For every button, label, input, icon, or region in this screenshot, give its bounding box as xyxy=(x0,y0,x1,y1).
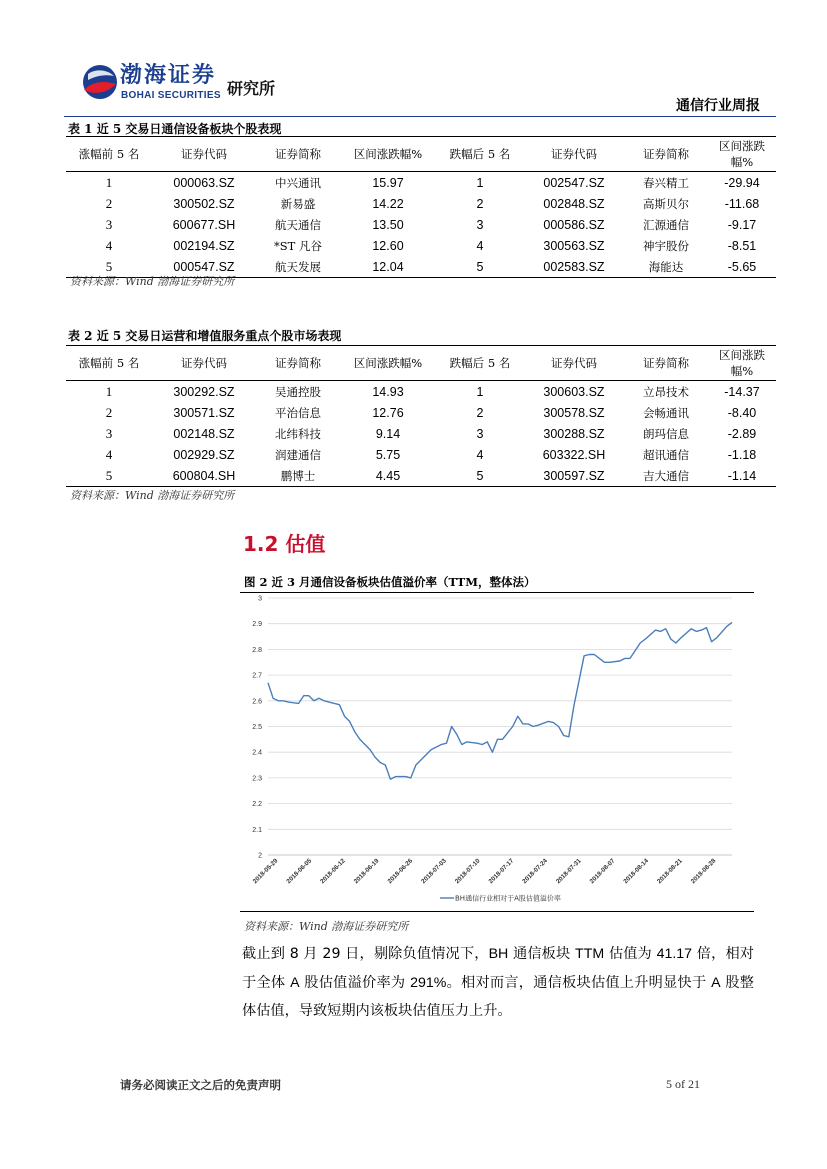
x-tick-label: 2018-05-29 xyxy=(251,857,280,886)
table-header-cell: 跌幅后 5 名 xyxy=(436,346,524,381)
table-header-cell: 证券简称 xyxy=(256,346,340,381)
table-cell: 300502.SZ xyxy=(173,196,235,211)
table-cell: 2 xyxy=(476,196,484,211)
section-heading: 1.2 估值 xyxy=(243,532,326,556)
table-cell: 吉大通信 xyxy=(624,465,708,487)
x-tick-label: 2018-06-19 xyxy=(352,857,381,886)
para-seg: 291% xyxy=(410,974,447,991)
table-cell: 北纬科技 xyxy=(275,426,321,441)
table-cell: -5.65 xyxy=(708,256,776,278)
table-cell: *ST 凡谷 xyxy=(274,238,322,253)
valuation-premium-chart xyxy=(240,594,754,910)
table-header-cell: 区间涨跌幅% xyxy=(708,346,776,381)
y-tick-label: 2.5 xyxy=(252,724,262,731)
table-header-cell: 区间涨跌幅% xyxy=(340,137,436,172)
table-cell: -14.37 xyxy=(724,384,760,399)
table1-source: 资料来源：Wind 渤海证券研究所 xyxy=(70,275,235,288)
table-cell: 3 xyxy=(476,217,484,232)
table-cell: 会畅通讯 xyxy=(643,405,689,420)
table-cell: 鹏博士 xyxy=(256,465,340,487)
table-cell: 3 xyxy=(105,425,113,441)
table-cell: 300292.SZ xyxy=(173,384,235,399)
para-seg: 估值为 xyxy=(604,946,657,962)
table-cell: 300571.SZ xyxy=(173,405,235,420)
table-cell: -2.89 xyxy=(727,426,757,441)
table-cell: 600804.SH xyxy=(152,465,256,487)
table-cell: 13.50 xyxy=(372,217,404,232)
table-cell: 12.04 xyxy=(340,256,436,278)
table-cell: 汇源通信 xyxy=(643,217,689,232)
table-cell: 14.22 xyxy=(372,196,404,211)
table2 xyxy=(66,345,776,487)
x-tick-label: 2018-07-17 xyxy=(487,857,516,886)
para-seg: A xyxy=(290,974,300,991)
table-cell: 12.76 xyxy=(372,405,404,420)
table-cell: 002148.SZ xyxy=(173,426,235,441)
table-cell: 000063.SZ xyxy=(173,175,235,190)
table-cell: 5 xyxy=(436,256,524,278)
table-cell: -1.18 xyxy=(727,447,757,462)
y-tick-label: 2.6 xyxy=(252,698,262,706)
header-divider xyxy=(64,116,776,117)
table-header-cell: 证券简称 xyxy=(624,346,708,381)
table-cell: 3 xyxy=(105,216,113,232)
table-header-cell: 证券简称 xyxy=(256,137,340,172)
table-row xyxy=(66,235,776,256)
table-row xyxy=(66,444,776,465)
table-cell: 朗玛信息 xyxy=(643,426,689,441)
table-header-cell: 证券代码 xyxy=(524,346,624,381)
para-seg: 。相对而言，通信板块估值上升明显快于 xyxy=(446,974,712,991)
para-seg: 截止到 8 月 29 日，剔除负值情况下， xyxy=(242,946,489,962)
y-tick-label: 2.1 xyxy=(252,826,262,834)
table-header-cell: 涨幅前 5 名 xyxy=(66,137,152,172)
y-tick-label: 2.3 xyxy=(252,775,262,783)
table-cell: 300597.SZ xyxy=(524,465,624,487)
x-tick-label: 2018-08-28 xyxy=(689,857,718,886)
table-cell: 海能达 xyxy=(624,256,708,278)
table-cell: -8.40 xyxy=(727,405,757,420)
table-cell: 航天发展 xyxy=(256,256,340,278)
y-tick-label: 2.4 xyxy=(252,749,262,757)
table-cell: 2 xyxy=(476,405,484,420)
figure-source: 资料来源：Wind 渤海证券研究所 xyxy=(244,920,409,933)
table-cell: 002194.SZ xyxy=(173,238,235,253)
table-cell: 4 xyxy=(105,237,113,253)
figure-top-rule xyxy=(240,592,754,593)
table1 xyxy=(66,136,776,278)
table-cell: -9.17 xyxy=(727,217,757,232)
table-cell: 002547.SZ xyxy=(543,175,605,190)
table-header-cell: 证券代码 xyxy=(152,346,256,381)
table-cell: 2 xyxy=(105,195,113,211)
x-tick-label: 2018-06-26 xyxy=(386,857,415,886)
x-tick-label: 2018-07-03 xyxy=(420,857,448,886)
logo-chinese-name: 渤海证券 xyxy=(120,62,217,88)
table-cell: 14.93 xyxy=(372,384,404,399)
table-cell: 4.45 xyxy=(340,465,436,487)
y-tick-label: 2.9 xyxy=(252,621,262,629)
table-cell: 300603.SZ xyxy=(543,384,605,399)
table-cell: 300563.SZ xyxy=(543,238,605,253)
table-cell: 4 xyxy=(105,446,113,462)
table-cell: 1 xyxy=(476,384,484,399)
report-type: 通信行业周报 xyxy=(676,98,760,114)
table-cell: 603322.SH xyxy=(542,447,606,462)
table-cell: 航天通信 xyxy=(275,217,321,232)
x-tick-label: 2018-08-07 xyxy=(588,857,617,886)
table-cell: 1 xyxy=(476,175,484,190)
table-cell: 4 xyxy=(476,238,484,253)
table-cell: 4 xyxy=(476,447,484,462)
para-seg: 通信板块 xyxy=(508,946,576,962)
table-header-cell: 跌幅后 5 名 xyxy=(436,137,524,172)
table-cell: 300578.SZ xyxy=(543,405,605,420)
table-cell: 超讯通信 xyxy=(643,447,689,462)
table-cell: -8.51 xyxy=(727,238,757,253)
y-tick-label: 2.2 xyxy=(252,801,262,809)
table-cell: 5 xyxy=(66,256,152,278)
table-cell: 1 xyxy=(105,383,113,399)
valuation-paragraph xyxy=(242,940,754,1026)
table-cell: 300288.SZ xyxy=(543,426,605,441)
table-cell: -11.68 xyxy=(724,196,760,211)
table-cell: 平治信息 xyxy=(275,405,321,420)
legend-label: BH通信行业相对于A股估值溢价率 xyxy=(455,894,561,903)
table-cell: 神宇股份 xyxy=(643,238,689,253)
table-cell: 吴通控股 xyxy=(275,384,321,399)
para-seg: TTM xyxy=(575,946,605,962)
y-tick-label: 2.8 xyxy=(252,646,262,654)
footer-disclaimer: 请务必阅读正文之后的免责声明 xyxy=(120,1078,281,1092)
y-tick-label: 3 xyxy=(258,595,262,603)
para-seg: 股估值溢价率为 xyxy=(299,974,411,991)
table-cell: 002929.SZ xyxy=(173,447,235,462)
table-cell: 中兴通讯 xyxy=(275,175,321,190)
table-cell: -29.94 xyxy=(724,175,760,190)
table-cell: 高斯贝尔 xyxy=(643,196,689,211)
table2-source: 资料来源：Wind 渤海证券研究所 xyxy=(70,489,235,502)
table-cell: 1 xyxy=(105,174,113,190)
institute-label: 研究所 xyxy=(227,79,276,98)
page-number: 5 of 21 xyxy=(666,1077,700,1091)
table-cell: 5.75 xyxy=(375,447,401,462)
x-tick-label: 2018-06-05 xyxy=(285,857,314,886)
table2-title: 表 2 近 5 交易日运营和增值服务重点个股市场表现 xyxy=(68,329,342,343)
x-tick-label: 2018-07-10 xyxy=(453,857,482,886)
table-cell: -1.14 xyxy=(708,465,776,487)
para-seg: 股整体估值，导致短期内该板块估值压力上升。 xyxy=(242,974,754,1019)
table-header-cell: 区间涨跌幅% xyxy=(708,137,776,172)
table-cell: 15.97 xyxy=(372,175,404,190)
x-tick-label: 2018-08-14 xyxy=(622,857,651,886)
table-header-cell: 证券代码 xyxy=(152,137,256,172)
table-cell: 5 xyxy=(436,465,524,487)
table-cell: 600677.SH xyxy=(172,217,236,232)
table-cell: 9.14 xyxy=(375,426,401,441)
company-logo-icon xyxy=(78,62,118,102)
para-seg: A xyxy=(711,974,721,991)
figure-title: 图 2 近 3 月通信设备板块估值溢价率（TTM，整体法） xyxy=(244,575,536,589)
table-header-cell: 证券代码 xyxy=(524,137,624,172)
table-cell: 3 xyxy=(476,426,484,441)
x-tick-label: 2018-07-24 xyxy=(521,857,549,886)
table-row xyxy=(66,214,776,235)
table-cell: 5 xyxy=(66,465,152,487)
table-row xyxy=(66,193,776,214)
table-cell: 000586.SZ xyxy=(543,217,605,232)
table-row xyxy=(66,381,776,403)
table-cell: 002583.SZ xyxy=(524,256,624,278)
x-tick-label: 2018-07-31 xyxy=(554,857,583,886)
table-header-cell: 证券简称 xyxy=(624,137,708,172)
table-header-cell: 涨幅前 5 名 xyxy=(66,346,152,381)
y-tick-label: 2 xyxy=(258,852,262,860)
table-row xyxy=(66,402,776,423)
table-cell: 润建通信 xyxy=(275,447,321,462)
table-row xyxy=(66,465,776,487)
table-cell: 立昂技术 xyxy=(643,384,689,399)
table1-title: 表 1 近 5 交易日通信设备板块个股表现 xyxy=(68,122,282,136)
table-cell: 春兴精工 xyxy=(643,175,689,190)
table-cell: 000547.SZ xyxy=(152,256,256,278)
x-tick-label: 2018-06-12 xyxy=(319,857,347,886)
table-row xyxy=(66,172,776,194)
table-row xyxy=(66,423,776,444)
table-header-cell: 区间涨跌幅% xyxy=(340,346,436,381)
figure-bottom-rule xyxy=(240,911,754,912)
y-tick-label: 2.7 xyxy=(252,672,262,680)
x-tick-label: 2018-08-21 xyxy=(655,857,684,886)
table-cell: 002848.SZ xyxy=(543,196,605,211)
table-cell: 2 xyxy=(105,404,113,420)
para-seg: 41.17 xyxy=(656,946,693,962)
table-cell: 12.60 xyxy=(372,238,404,253)
logo-english-name: BOHAI SECURITIES xyxy=(121,90,221,101)
table-cell: 新易盛 xyxy=(280,196,316,211)
para-seg: 倍，相对于全体 xyxy=(242,946,754,991)
para-seg: BH xyxy=(488,946,509,962)
